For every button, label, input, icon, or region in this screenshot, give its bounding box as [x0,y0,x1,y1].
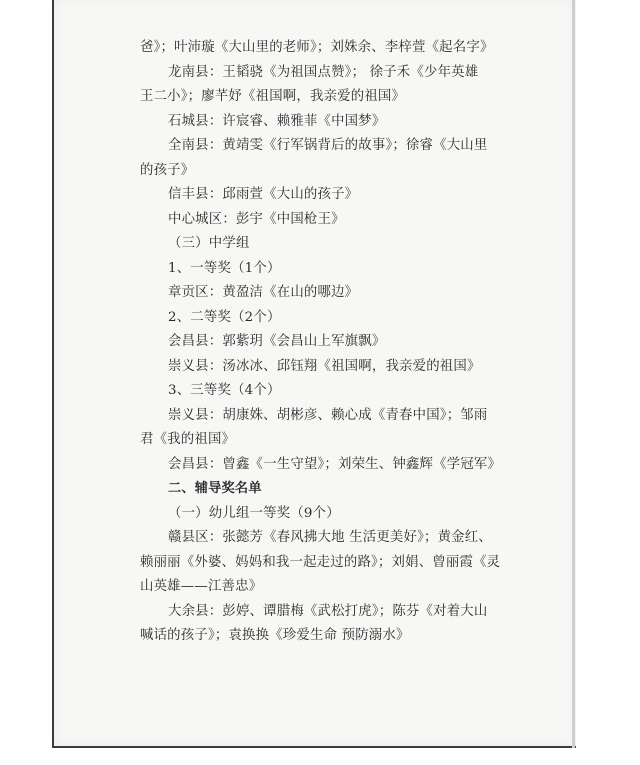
section-heading: （三）中学组 [168,236,250,251]
text-line: 王二小》；廖芊妤《祖国啊，我亲爱的祖国》 [140,89,406,104]
text-line: 君《我的祖国》 [140,432,236,447]
text-line: 喊话的孩子》；袁换换《珍爱生命 预防溺水》 [140,628,410,643]
major-section-heading: 二、辅导奖名单 [168,481,262,496]
award-level-heading: 3、三等奖（4个） [168,383,281,398]
page-edge [572,0,575,748]
award-level-heading: 2、二等奖（2个） [168,309,281,325]
text-line: 龙南县：王韬骁《为祖国点赞》； 徐子禾《少年英雄 [168,64,479,80]
text-line: 赣县区：张懿芳《春风拂大地 生活更美好》；黄金红、 [168,530,492,545]
text-line: 山英雄——江善忠》 [140,579,263,594]
text-line: 石城县：许宸睿、赖雅菲《中国梦》 [168,113,386,129]
document-body [140,36,520,649]
text-line: 全南县：黄靖雯《行军锅背后的故事》；徐睿《大山里 [168,138,488,153]
text-line: 章贡区：黄盈洁《在山的哪边》 [168,285,359,300]
text-line: 会昌县：郭紫玥《会昌山上军旗飘》 [168,334,386,349]
section-heading: （一）幼儿组一等奖（9个） [168,505,340,521]
award-level-heading: 1、一等奖（1个） [168,260,281,276]
text-line: 崇义县：汤冰冰、邱钰翔《祖国啊，我亲爱的祖国》 [168,358,481,374]
text-line: 崇义县：胡康姝、胡彬彦、赖心成《青春中国》；邹雨 [168,407,488,423]
text-line: 大余县：彭婷、谭腊梅《武松打虎》；陈芬《对着大山 [168,603,488,619]
text-line: 的孩子》 [140,162,195,178]
text-line: 中心城区：彭宇《中国枪王》 [168,211,345,227]
text-line: 信丰县：邱雨萱《大山的孩子》 [168,187,359,202]
text-line: 赖丽丽《外婆、妈妈和我一起走过的路》；刘娟、曾丽霞《灵 [140,554,501,570]
text-line: 爸》；叶沛璇《大山里的老师》；刘姝余、李梓萱《起名字》 [140,40,494,55]
text-line: 会昌县：曾鑫《一生守望》；刘荣生、钟鑫辉《学冠军》 [168,456,502,472]
